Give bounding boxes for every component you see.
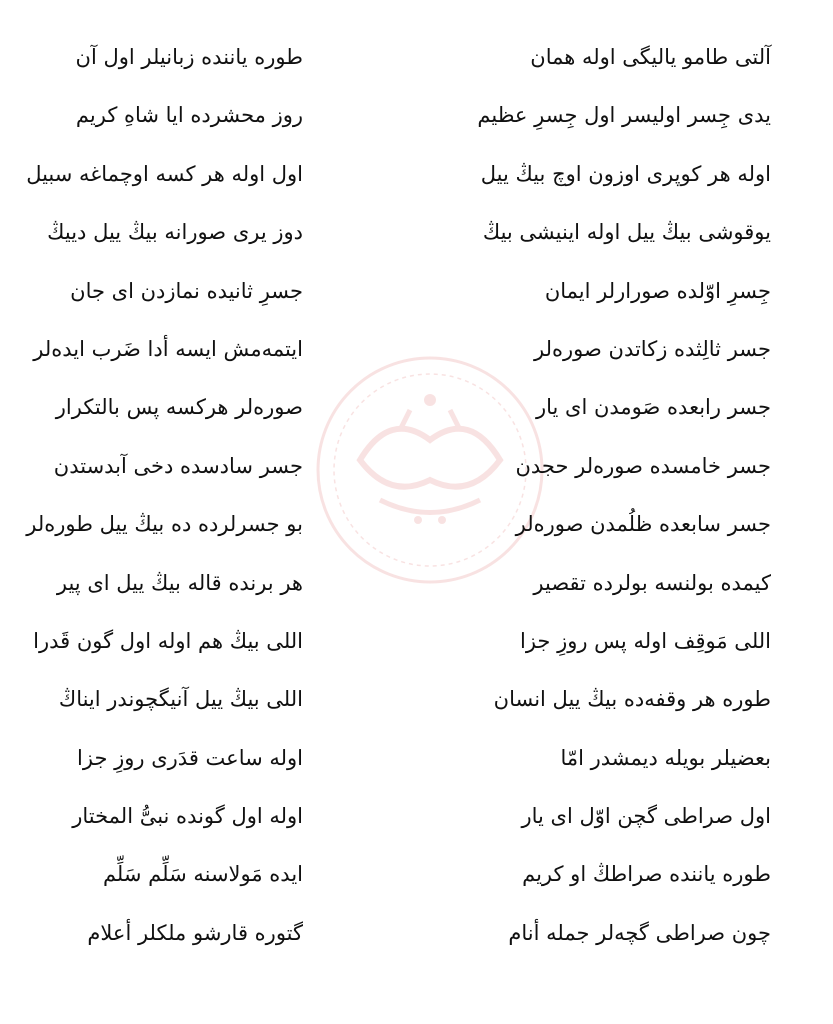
- left-hemistich: طوره یاننده زبانیلر اول آن: [75, 45, 303, 69]
- verse-list: [0, 32, 833, 966]
- right-hemistich: آلتی طامو یالیگی اوله همان: [530, 45, 771, 69]
- left-hemistich: اللی بیڭ هم اوله اول گون قَدرا: [33, 628, 303, 653]
- left-hemistich: اللی بیڭ ییل آنیگچوندر ایناڭ: [58, 687, 303, 712]
- left-hemistich: روز محشرده ایا شاهِ کریم: [75, 103, 303, 128]
- right-hemistich: اللی مَوقِف اوله پس روزِ جزا: [519, 628, 771, 653]
- couplet: [0, 733, 833, 791]
- right-hemistich: یدی جِسر اولیسر اول جِسرِ عظیم: [477, 103, 771, 128]
- couplet: [0, 616, 833, 674]
- couplet: [0, 149, 833, 207]
- left-hemistich: اوله ساعت قدَری روزِ جزا: [77, 745, 303, 770]
- right-hemistich: یوقوشی بیڭ ییل اوله اینیشی بیڭ: [482, 220, 771, 245]
- left-hemistich: اوله اول گونده نبیُّ المختار: [72, 804, 303, 829]
- right-hemistich: طوره هر وقفه‌ده بیڭ ییل انسان: [493, 687, 771, 712]
- left-hemistich: جسر سادسده دخی آبدستدن: [53, 453, 303, 478]
- right-hemistich: بعضیلر بویله دیمشدر امّا: [560, 745, 771, 770]
- right-hemistich: چون صراطی گچه‌لر جمله أنام: [508, 920, 771, 945]
- couplet: [0, 908, 833, 966]
- couplet: [0, 791, 833, 849]
- couplet: [0, 499, 833, 557]
- right-hemistich: کیمده بولنسه بولرده تقصیر: [533, 570, 771, 595]
- couplet: [0, 324, 833, 382]
- left-hemistich: اول اوله هر کسه اوچماغه سبیل: [26, 161, 303, 186]
- left-hemistich: بو جسرلرده ده بیڭ ییل طوره‌لر: [26, 512, 303, 537]
- couplet: [0, 90, 833, 148]
- couplet: [0, 441, 833, 499]
- left-hemistich: گتوره قارشو ملکلر أعلام: [87, 920, 303, 945]
- left-hemistich: هر برنده قاله بیڭ ییل ای پیر: [56, 570, 303, 595]
- right-hemistich: جسر رابعده صَومدن ای یار: [535, 395, 771, 420]
- couplet: [0, 849, 833, 907]
- left-hemistich: دوز یری صورانه بیڭ ییل دییڭ: [47, 220, 303, 245]
- right-hemistich: طوره یاننده صراطڭ او کریم: [522, 862, 771, 887]
- right-hemistich: اوله هر کوپری اوزون اوچ بیڭ ییل: [480, 161, 771, 186]
- couplet: [0, 674, 833, 732]
- couplet: [0, 382, 833, 440]
- couplet: [0, 558, 833, 616]
- couplet: [0, 207, 833, 265]
- right-hemistich: اول صراطی گچن اوّل ای یار: [521, 804, 771, 829]
- right-hemistich: جسر ثالِثده زکاتدن صوره‌لر: [534, 336, 771, 361]
- left-hemistich: ایده مَولاسنه سَلِّم سَلِّم: [102, 862, 303, 887]
- couplet: [0, 32, 833, 90]
- right-hemistich: جِسرِ اوّلده صورارلر ایمان: [544, 278, 771, 303]
- couplet: [0, 266, 833, 324]
- left-hemistich: جسرِ ثانیده نمازدن ای جان: [70, 278, 303, 303]
- left-hemistich: صوره‌لر هرکسه پس بالتکرار: [55, 395, 303, 420]
- left-hemistich: ایتمه‌مش ایسه أدا ضَرب ایده‌لر: [33, 336, 303, 361]
- right-hemistich: جسر سابعده ظلُمدن صوره‌لر: [515, 512, 771, 537]
- right-hemistich: جسر خامسده صوره‌لر حجدن: [515, 453, 771, 478]
